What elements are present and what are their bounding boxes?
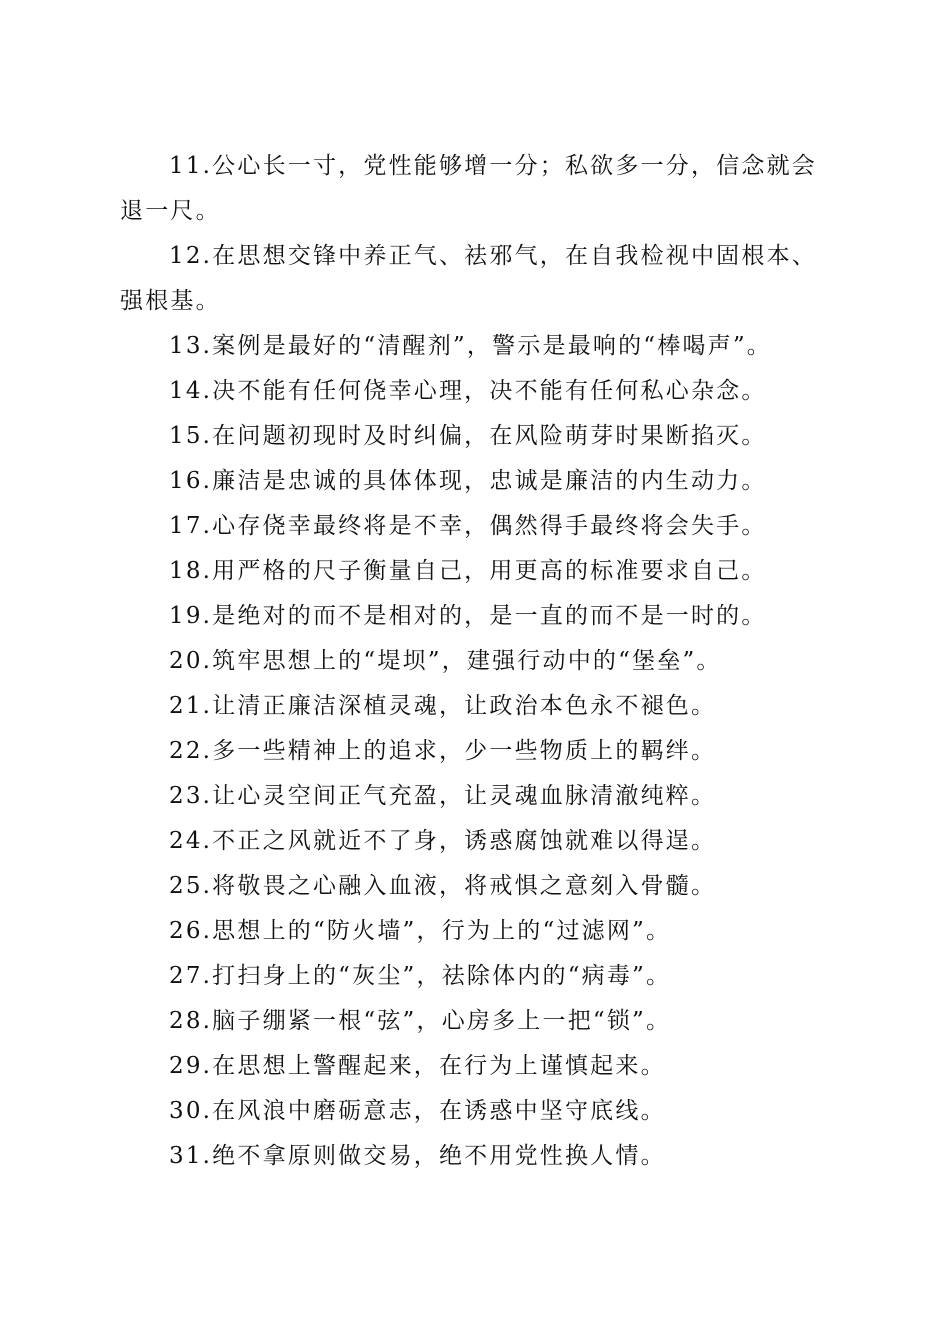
list-item-11: 11.公心长一寸，党性能够增一分；私欲多一分，信念就会退一尺。	[120, 153, 817, 224]
list-item-21: 21.让清正廉洁深植灵魂，让政治本色永不褪色。	[169, 693, 717, 719]
list-item-18: 18.用严格的尺子衡量自己，用更高的标准要求自己。	[169, 558, 767, 584]
list-item-16: 16.廉洁是忠诚的具体体现，忠诚是廉洁的内生动力。	[169, 468, 767, 494]
list-item-22: 22.多一些精神上的追求，少一些物质上的羁绊。	[169, 738, 717, 764]
list-item-13: 13.案例是最好的“清醒剂”，警示是最响的“棒喝声”。	[169, 333, 773, 359]
list-item-30: 30.在风浪中磨砺意志，在诱惑中坚守底线。	[169, 1098, 666, 1124]
document-body	[120, 144, 830, 1179]
list-item-25: 25.将敬畏之心融入血液，将戒惧之意刻入骨髓。	[169, 873, 717, 899]
list-item-17: 17.心存侥幸最终将是不幸，偶然得手最终将会失手。	[169, 513, 767, 539]
list-item-14: 14.决不能有任何侥幸心理，决不能有任何私心杂念。	[169, 378, 767, 404]
list-item-29: 29.在思想上警醒起来，在行为上谨慎起来。	[169, 1053, 666, 1079]
list-item-12: 12.在思想交锋中养正气、祛邪气，在自我检视中固根本、强根基。	[120, 243, 817, 314]
list-item-26: 26.思想上的“防火墙”，行为上的“过滤网”。	[169, 918, 672, 944]
list-item-24: 24.不正之风就近不了身，诱惑腐蚀就难以得逞。	[169, 828, 717, 854]
list-item-19: 19.是绝对的而不是相对的，是一直的而不是一时的。	[169, 603, 767, 629]
list-item-28: 28.脑子绷紧一根“弦”，心房多上一把“锁”。	[169, 1008, 672, 1034]
list-item-15: 15.在问题初现时及时纠偏，在风险萌芽时果断掐灭。	[169, 423, 767, 449]
list-item-20: 20.筑牢思想上的“堤坝”，建强行动中的“堡垒”。	[169, 648, 722, 674]
list-item-27: 27.打扫身上的“灰尘”，祛除体内的“病毒”。	[169, 963, 672, 989]
list-item-31: 31.绝不拿原则做交易，绝不用党性换人情。	[169, 1143, 666, 1169]
list-item-23: 23.让心灵空间正气充盈，让灵魂血脉清澈纯粹。	[169, 783, 717, 809]
